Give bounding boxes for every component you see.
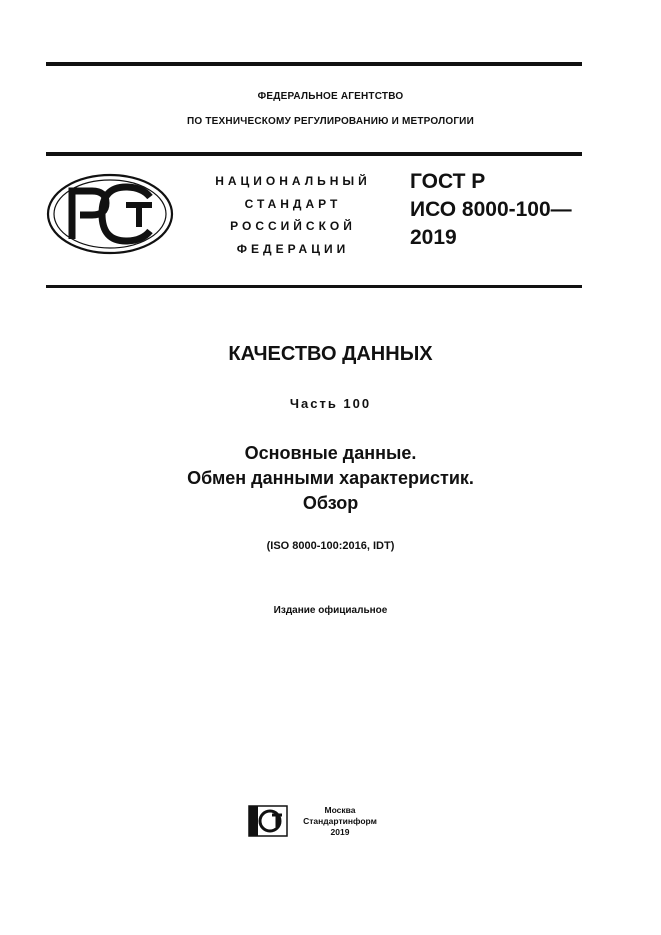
top-rule	[46, 62, 582, 66]
standard-rule	[46, 285, 582, 288]
national-line-2: СТАНДАРТ	[244, 196, 342, 211]
publisher-city: Москва	[324, 805, 356, 815]
document-part: Часть 100	[289, 396, 372, 411]
publisher-name: Стандартинформ	[303, 816, 377, 826]
document-title: КАЧЕСТВО ДАННЫХ	[228, 343, 433, 365]
subtitle-line-1: Основные данные.	[244, 443, 417, 463]
subtitle-line-2: Обмен данными характеристик.	[187, 468, 474, 488]
publisher-imprint	[298, 805, 382, 838]
document-subtitle	[0, 441, 661, 516]
standartinform-logo-icon	[248, 805, 288, 837]
rst-gost-mark-icon	[46, 173, 174, 255]
national-line-3: РОССИЙСКОЙ	[230, 219, 356, 233]
edition-label: Издание официальное	[273, 605, 388, 616]
standard-designation	[410, 168, 572, 252]
designation-line-2: ИСО 8000-100—	[410, 198, 572, 221]
designation-line-1: ГОСТ Р	[410, 170, 486, 193]
iso-reference: (ISO 8000-100:2016, IDT)	[266, 540, 395, 552]
national-line-1: НАЦИОНАЛЬНЫЙ	[215, 174, 371, 188]
agency-line-1: ФЕДЕРАЛЬНОЕ АГЕНТСТВО	[257, 91, 404, 102]
national-standard-label	[200, 170, 386, 260]
publisher-year: 2019	[330, 827, 350, 837]
subtitle-line-3: Обзор	[302, 493, 359, 513]
national-line-4: ФЕДЕРАЦИИ	[236, 241, 350, 256]
agency-line-2: ПО ТЕХНИЧЕСКОМУ РЕГУЛИРОВАНИЮ И МЕТРОЛОГИИ	[187, 116, 474, 127]
designation-line-3: 2019	[410, 226, 457, 249]
agency-rule	[46, 152, 582, 156]
